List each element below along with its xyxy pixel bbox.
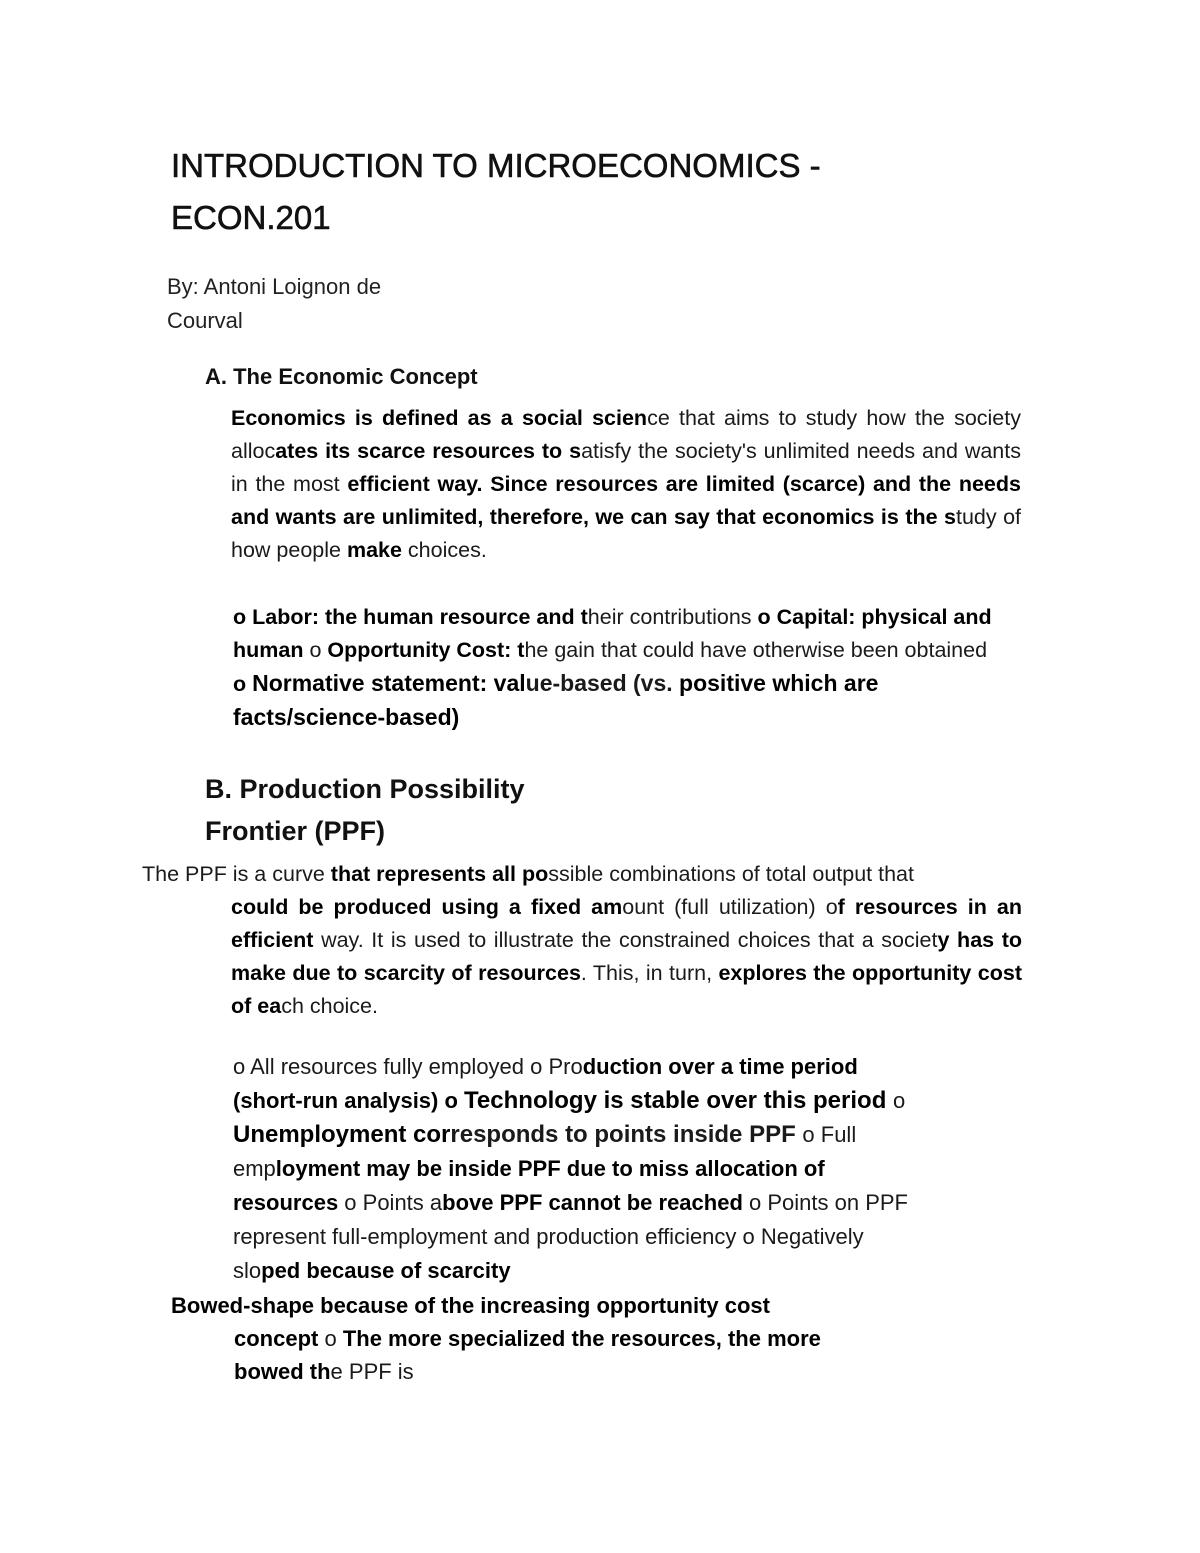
section-b-paragraph [142, 858, 1022, 1023]
text-run: explores the opportunity cost of ea [231, 961, 1022, 1018]
text-run: o [893, 1088, 906, 1113]
text-run: Technology is stable over this period [464, 1087, 894, 1114]
text-run: ce that aims to study how the society alloc [231, 406, 1021, 463]
text-run: loyment may be inside PPF due to miss allocation of resources [233, 1156, 825, 1215]
author-line-2: Courval [167, 308, 243, 333]
text-run: way. It is used to illustrate the constrained choices that a societ [321, 928, 938, 952]
text-run: heir contributions [587, 605, 758, 629]
author-line-1: By: Antoni Loignon de [167, 274, 382, 299]
text-run: could be produced using a fixed am [231, 895, 623, 919]
title-line-2: ECON.201 [171, 199, 331, 236]
bowed-shape-continuation [171, 1322, 891, 1388]
text-run: efficient way. Since resources are limited (scarce) and the needs and wants are unlimited, therefore, we can say that economics is the s [231, 472, 1021, 529]
text-run: o Capital: physical and human [233, 605, 992, 662]
text-run: ount (full utilization) o [622, 895, 838, 919]
bowed-shape-paragraph [171, 1289, 891, 1388]
text-run: f resources in an efficient [231, 895, 1022, 952]
text-run: o Labor: the human resource and t [233, 605, 588, 629]
text-run: responds to points inside PPF [450, 1121, 803, 1148]
text-run: Economics is defined as a social scien [231, 406, 648, 430]
text-run: ates its scarce resources to s [275, 439, 582, 463]
text-run: ssible combinations of total output that [548, 862, 914, 886]
section-a-paragraph [231, 402, 1021, 567]
text-run: Unemployment cor [233, 1121, 451, 1148]
title-line-1: INTRODUCTION TO MICROECONOMICS - [171, 147, 821, 184]
text-run: duction over a time period (short-run analysis) o [233, 1054, 858, 1113]
text-run: e PPF is [330, 1359, 414, 1384]
text-run: o Full emp [233, 1122, 857, 1181]
section-a-bullets [233, 601, 993, 735]
text-run: y has to make due to scarcity of resources [231, 928, 1023, 985]
text-run: atisfy the society's unlimited needs and wants in the most [231, 439, 1021, 496]
text-run: positive which are facts/science-based) [233, 670, 879, 730]
text-run: concept [234, 1326, 325, 1351]
text-run: Opportunity Cost: t [327, 638, 525, 662]
text-run: o [324, 1326, 343, 1351]
text-run: Normative statement: val [252, 670, 526, 696]
text-run: The more specialized the resources, the more bowed th [234, 1326, 821, 1384]
text-run: o [233, 672, 253, 696]
section-b-paragraph-continuation [142, 891, 1022, 1023]
text-run: o Points on PPF represent full-employment and production efficiency o Negatively slo [233, 1190, 908, 1283]
section-b-paragraph-first-line [142, 862, 914, 886]
text-run: make [346, 538, 408, 562]
text-run: o [309, 638, 328, 662]
document-title [171, 140, 911, 244]
text-run: he gain that could have otherwise been obtained [524, 638, 988, 662]
text-run: ue-based (vs. [525, 670, 680, 696]
text-run: choices. [407, 538, 487, 562]
section-b-heading [205, 768, 625, 852]
text-run: The PPF is a curve [142, 862, 331, 886]
section-b-heading-line-1: B. Production Possibility [205, 774, 525, 804]
bowed-shape-first-line: Bowed-shape because of the increasing opportunity cost [171, 1293, 770, 1318]
text-run: . This, in turn, [580, 961, 719, 985]
section-b-heading-line-2: Frontier (PPF) [205, 816, 385, 846]
section-b-bullets [233, 1050, 933, 1288]
text-run: ped because of scarcity [261, 1258, 511, 1283]
section-a-heading: A. The Economic Concept [205, 364, 478, 389]
text-run: bove PPF cannot be reached [442, 1190, 750, 1215]
author-byline [167, 270, 467, 338]
text-run: ch choice. [281, 994, 378, 1018]
text-run: tudy of how people [231, 505, 1022, 562]
text-run: that represents all po [330, 862, 549, 886]
text-run: o All resources fully employed o Pro [233, 1054, 583, 1079]
text-run: o Points a [344, 1190, 443, 1215]
